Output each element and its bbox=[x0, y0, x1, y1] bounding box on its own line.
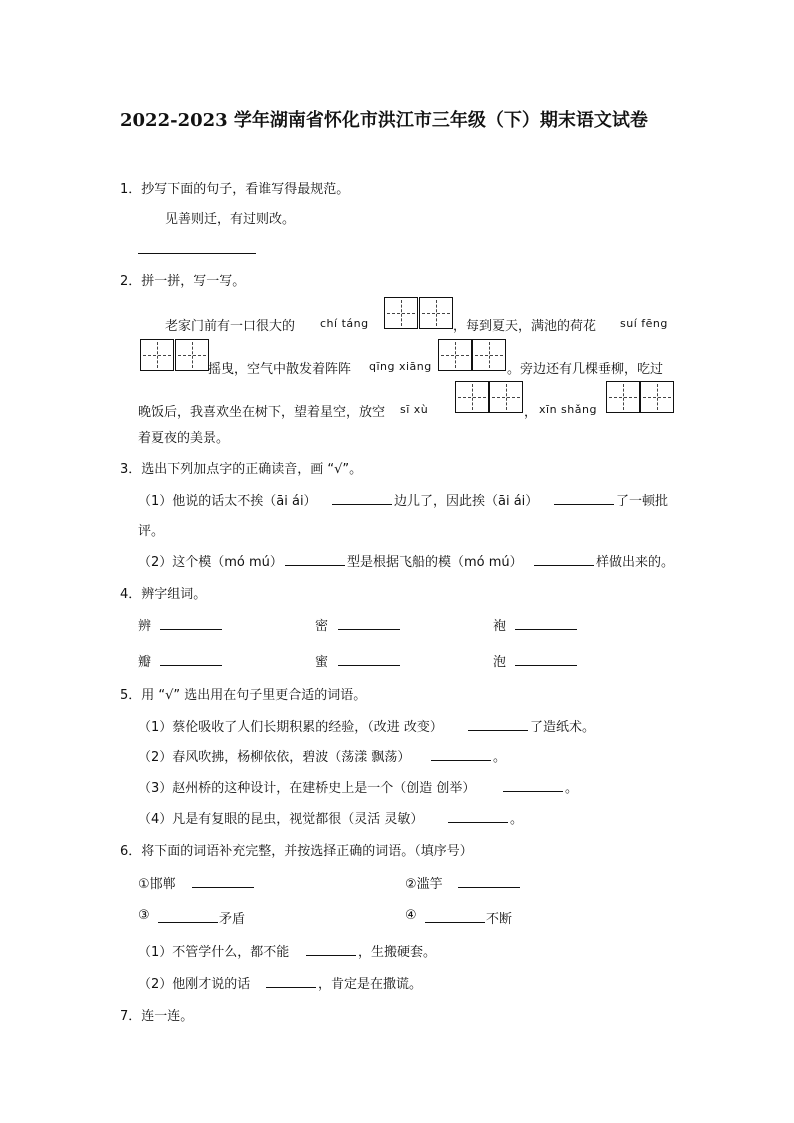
answer-blank[interactable] bbox=[425, 910, 485, 923]
answer-blank[interactable] bbox=[338, 617, 400, 630]
answer-blank[interactable] bbox=[468, 718, 528, 731]
q2-line1-text: 老家门前有一口很大的 bbox=[165, 319, 296, 334]
q4-char: 蜜 bbox=[315, 655, 329, 670]
pinyin-xin-shang: xīn shǎng bbox=[539, 403, 597, 416]
writing-grid-box[interactable] bbox=[640, 381, 674, 413]
answer-blank[interactable] bbox=[332, 492, 392, 505]
q6-sentence-2: （2）他刚才说的话 bbox=[138, 977, 251, 992]
question-4-prompt: 4．辨字组词。 bbox=[120, 587, 207, 602]
answer-blank[interactable] bbox=[285, 553, 345, 566]
q3-item2-text: （2）这个模（mó mú） bbox=[138, 555, 283, 570]
writing-grid-box[interactable] bbox=[384, 297, 418, 329]
q3-item1-text: （1）他说的话太不挨（āi ái） bbox=[138, 494, 317, 509]
answer-blank[interactable] bbox=[448, 810, 508, 823]
q2-line2-text: 摇曳，空气中散发着阵阵 bbox=[208, 362, 352, 377]
question-1-sentence: 见善则迁，有过则改。 bbox=[165, 212, 296, 227]
q6-item-3: ③ bbox=[138, 908, 150, 923]
q5-item3-text: （3）赵州桥的这种设计，在建桥史上是一个（创造 创举） bbox=[138, 781, 476, 796]
writing-grid-box[interactable] bbox=[419, 297, 453, 329]
writing-grid-box[interactable] bbox=[438, 339, 472, 371]
answer-blank[interactable] bbox=[138, 241, 256, 254]
q3-item1-text-d: 评。 bbox=[138, 524, 165, 539]
q3-item1-text-c: 了一顿批 bbox=[616, 494, 669, 509]
q3-item2-text-b: 型是根据飞船的模（mó mú） bbox=[347, 555, 523, 570]
page-title: 2022-2023 学年湖南省怀化市洪江市三年级（下）期末语文试卷 bbox=[120, 110, 648, 131]
pinyin-sui-feng: suí fēng bbox=[620, 317, 668, 330]
answer-blank[interactable] bbox=[192, 875, 254, 888]
q5-item3-text-b: 。 bbox=[565, 781, 579, 796]
question-2-prompt: 2．拼一拼，写一写。 bbox=[120, 274, 246, 289]
q2-line1-text-b: ，每到夏天，满池的荷花 bbox=[453, 319, 597, 334]
q6-sentence-2-b: ，肯定是在撒谎。 bbox=[318, 977, 423, 992]
answer-blank[interactable] bbox=[338, 653, 400, 666]
q6-sentence-1-b: ，生搬硬套。 bbox=[358, 945, 437, 960]
answer-blank[interactable] bbox=[431, 748, 491, 761]
q6-sentence-1: （1）不管学什么，都不能 bbox=[138, 945, 290, 960]
question-5-prompt: 5．用 “√” 选出用在句子里更合适的词语。 bbox=[120, 688, 367, 703]
question-6-prompt: 6．将下面的词语补充完整，并按选择正确的词语。（填序号） bbox=[120, 844, 473, 859]
q2-line3-text: 晚饭后，我喜欢坐在树下，望着星空，放空 bbox=[138, 405, 386, 420]
q4-char: 密 bbox=[315, 619, 329, 634]
q3-item2-text-c: 样做出来的。 bbox=[596, 555, 675, 570]
question-7-prompt: 7．连一连。 bbox=[120, 1009, 194, 1024]
writing-grid-box[interactable] bbox=[472, 339, 506, 371]
pinyin-chi-tang: chí táng bbox=[320, 317, 369, 330]
answer-blank[interactable] bbox=[458, 875, 520, 888]
q4-char: 袍 bbox=[493, 619, 507, 634]
q4-char: 瓣 bbox=[138, 655, 152, 670]
writing-grid-box[interactable] bbox=[455, 381, 489, 413]
q5-item2-text-b: 。 bbox=[493, 750, 507, 765]
q2-line3-comma: ， bbox=[524, 405, 538, 420]
q4-char: 泡 bbox=[493, 655, 507, 670]
writing-grid-box[interactable] bbox=[175, 339, 209, 371]
q6-item-1: ①邯郸 bbox=[138, 877, 176, 892]
pinyin-si-xu: sī xù bbox=[400, 403, 429, 416]
question-1-prompt: 1．抄写下面的句子，看谁写得最规范。 bbox=[120, 182, 350, 197]
q3-item1-text-b: 边儿了，因此挨（āi ái） bbox=[394, 494, 539, 509]
q2-line2-text-b: 。旁边还有几棵垂柳，吃过 bbox=[507, 362, 664, 377]
q6-item-4: ④ bbox=[405, 908, 417, 923]
answer-blank[interactable] bbox=[534, 553, 594, 566]
question-3-prompt: 3．选出下列加点字的正确读音，画 “√”。 bbox=[120, 462, 363, 477]
q5-item1-text: （1）蔡伦吸收了人们长期积累的经验，（改进 改变） bbox=[138, 720, 443, 735]
answer-blank[interactable] bbox=[160, 653, 222, 666]
pinyin-qing-xiang: qīng xiāng bbox=[369, 360, 432, 373]
answer-blank[interactable] bbox=[160, 617, 222, 630]
answer-blank[interactable] bbox=[266, 975, 316, 988]
answer-blank[interactable] bbox=[515, 617, 577, 630]
answer-blank[interactable] bbox=[158, 910, 218, 923]
q5-item1-text-b: 了造纸术。 bbox=[530, 720, 596, 735]
q2-line4-text: 着夏夜的美景。 bbox=[138, 431, 230, 446]
q6-item-3-word: 矛盾 bbox=[219, 912, 246, 927]
writing-grid-box[interactable] bbox=[489, 381, 523, 413]
writing-grid-box[interactable] bbox=[140, 339, 174, 371]
answer-blank[interactable] bbox=[554, 492, 614, 505]
answer-blank[interactable] bbox=[306, 943, 356, 956]
answer-blank[interactable] bbox=[503, 779, 563, 792]
q4-char: 辨 bbox=[138, 619, 152, 634]
q5-item2-text: （2）春风吹拂，杨柳依依，碧波（荡漾 飘荡） bbox=[138, 750, 411, 765]
q6-item-2: ②滥竽 bbox=[405, 877, 443, 892]
q6-item-4-word: 不断 bbox=[486, 912, 513, 927]
q5-item4-text-b: 。 bbox=[510, 812, 524, 827]
answer-blank[interactable] bbox=[515, 653, 577, 666]
q5-item4-text: （4）凡是有复眼的昆虫，视觉都很（灵活 灵敏） bbox=[138, 812, 424, 827]
writing-grid-box[interactable] bbox=[606, 381, 640, 413]
